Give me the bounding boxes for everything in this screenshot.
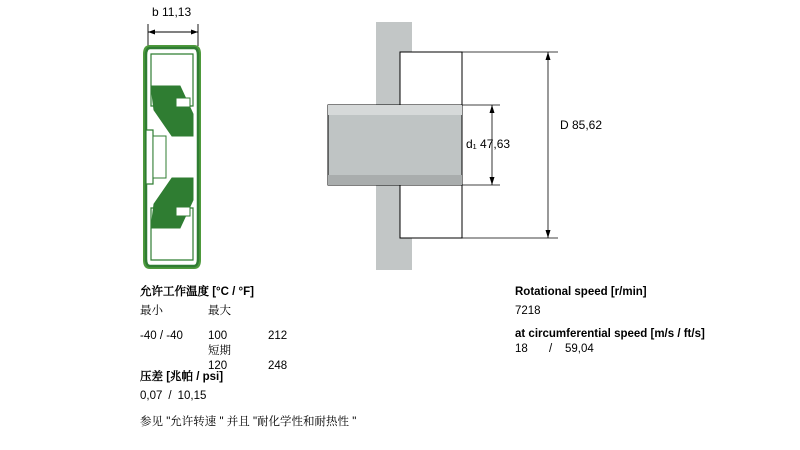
temperature-values-row (140, 329, 370, 344)
temperature-min-values (140, 329, 208, 344)
shaft-arrangement-drawing (320, 10, 620, 280)
rotational-speed-heading: Rotational speed [r/min] (515, 286, 647, 298)
temperature-block (140, 285, 370, 374)
temperature-max-header: 最大 (208, 305, 231, 317)
circumferential-speed-fts: 59,04 (565, 343, 594, 355)
temperature-short-fahrenheit: 248 (268, 360, 288, 372)
circumferential-speed-separator: / (549, 343, 553, 355)
reference-note: 参见 "允许转速 " 并且 "耐化学性和耐热性 " (140, 416, 357, 428)
temperature-short-celsius: 120 (208, 360, 228, 372)
temperature-short-term-label: 短期 (208, 345, 231, 357)
temperature-column-headers (140, 304, 370, 319)
dimension-b-label: b 11,13 (152, 5, 192, 19)
pressure-value-psi: 10,15 (177, 390, 207, 402)
temperature-min-celsius: -40 (140, 330, 157, 342)
rotational-speed-block (515, 285, 775, 357)
temperature-min-header: 最小 (140, 305, 163, 317)
temperature-short-term-row (140, 344, 370, 359)
pressure-heading: 压差 [兆帕 / psi] (140, 371, 224, 383)
pressure-separator: / (168, 390, 172, 402)
circumferential-speed-values (515, 342, 775, 357)
temperature-min-fahrenheit: -40 (166, 330, 183, 342)
pressure-values-row (140, 389, 370, 404)
circumferential-speed-ms: 18 (515, 343, 528, 355)
circumferential-speed-heading: at circumferential speed [m/s / ft/s] (515, 328, 705, 340)
temperature-heading: 允许工作温度 [°C / °F] (140, 286, 254, 298)
temperature-max-fahrenheit: 212 (268, 330, 288, 342)
dimension-d1-label: d₁ 47,63 (466, 137, 511, 151)
rotational-speed-value: 7218 (515, 305, 541, 317)
temperature-min-separator: / (159, 330, 164, 342)
pressure-value-mpa: 0,07 (140, 390, 163, 402)
temperature-max-celsius: 100 (208, 330, 228, 342)
seal-cross-section-drawing (120, 5, 300, 280)
dimension-D-label: D 85,62 (560, 118, 603, 132)
pressure-block (140, 370, 370, 404)
